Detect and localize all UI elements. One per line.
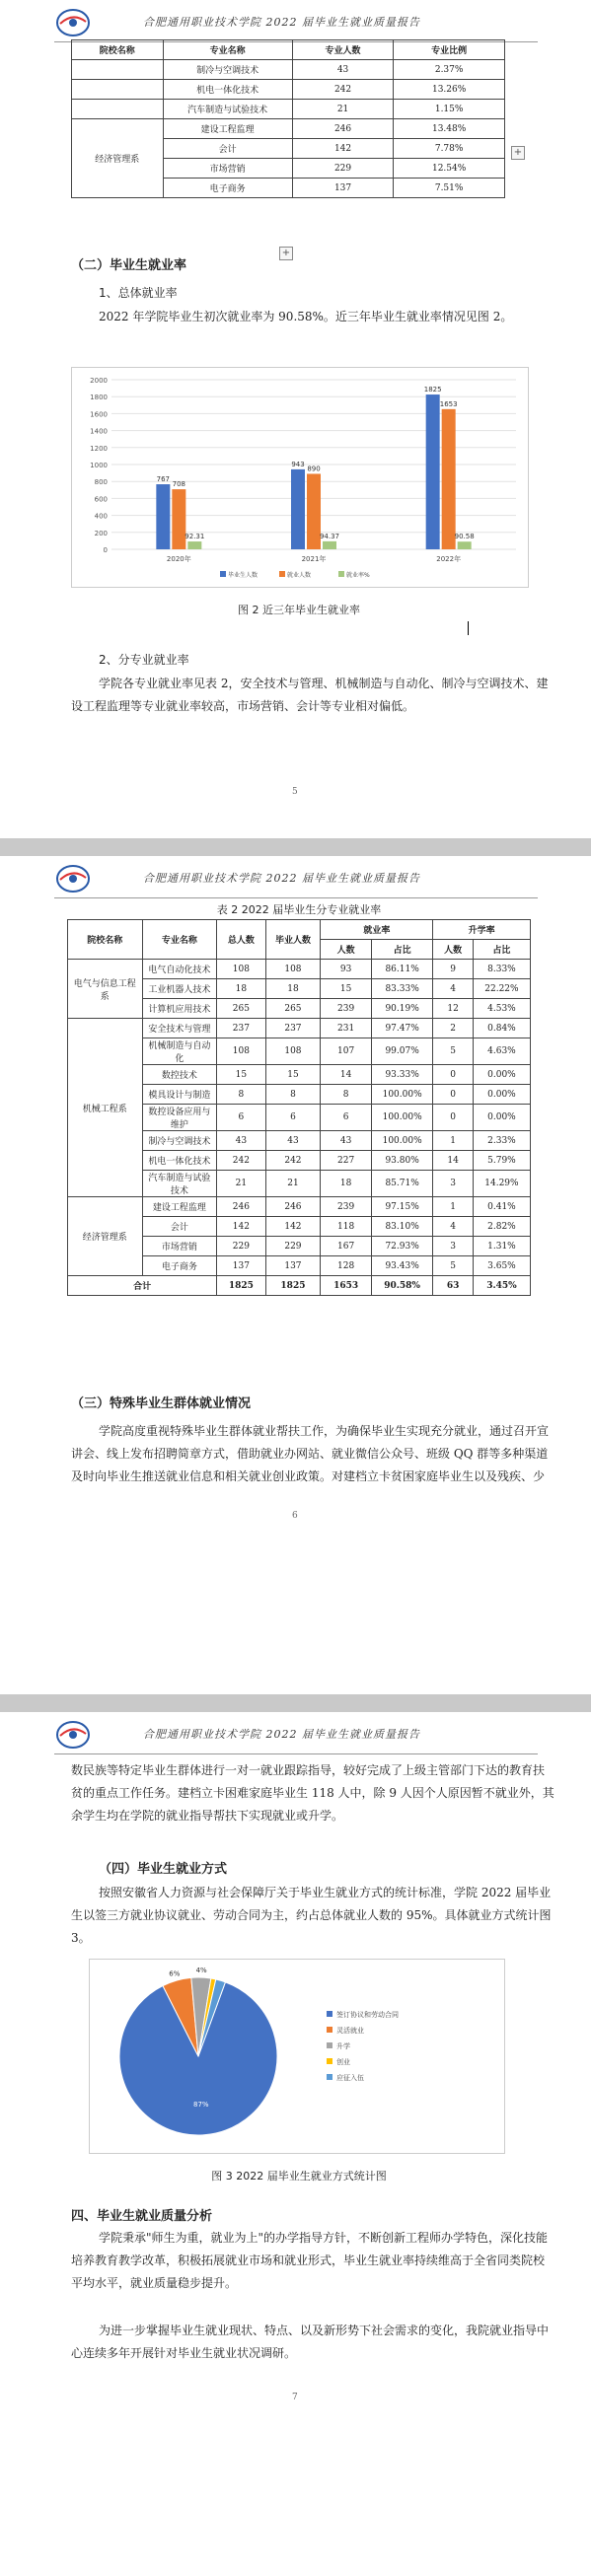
table-total-row: [68, 1276, 531, 1296]
cell-college: [72, 60, 164, 80]
table-row: [72, 100, 505, 119]
col-employment: 就业率: [321, 920, 433, 940]
cell-study-pct: 0.00%: [473, 1065, 530, 1085]
cell-emp-pct: 86.11%: [371, 960, 432, 979]
cell-major: 市场营销: [142, 1237, 217, 1256]
cell-emp-pct: 72.93%: [371, 1237, 432, 1256]
college-logo-icon: [54, 6, 92, 39]
data-label: 890: [307, 465, 321, 473]
cell-major: 建设工程监理: [142, 1197, 217, 1217]
pie-data-label: 6%: [169, 1969, 181, 1978]
cell-count: 142: [292, 139, 393, 159]
cell-count: 246: [292, 119, 393, 139]
cell-study-count: 4: [433, 979, 474, 999]
cell-study-pct: 5.79%: [473, 1151, 530, 1171]
y-tick-label: 600: [94, 495, 108, 504]
cell-total: 237: [217, 1019, 265, 1038]
employment-mode-pie-chart: [89, 1959, 505, 2154]
col-study-count: 人数: [433, 940, 474, 960]
cell-ratio: 13.26%: [394, 80, 505, 100]
major-employment-table: [67, 919, 531, 1296]
cell-total: 142: [217, 1217, 265, 1237]
page-7: [0, 1712, 591, 2576]
y-tick-label: 200: [94, 529, 108, 537]
cell-grads: 265: [265, 999, 321, 1019]
y-tick-label: 2000: [90, 377, 108, 385]
cell-emp-pct: 97.15%: [371, 1197, 432, 1217]
cell-major: 建设工程监理: [163, 119, 292, 139]
cell-study-count: 0: [433, 1085, 474, 1105]
cell-study-pct: 22.22%: [473, 979, 530, 999]
cell-study-pct: 2.33%: [473, 1131, 530, 1151]
page-number: 5: [292, 787, 298, 797]
bar: [307, 473, 321, 549]
legend-swatch: [327, 2027, 332, 2033]
bar: [156, 484, 170, 549]
table-row: [68, 960, 531, 979]
cell-emp-pct: 83.33%: [371, 979, 432, 999]
cell-study-pct: 4.53%: [473, 999, 530, 1019]
cell-total: 108: [217, 960, 265, 979]
y-tick-label: 1200: [90, 444, 108, 453]
col-college: 院校名称: [68, 920, 143, 960]
cell-total: 18: [217, 979, 265, 999]
col-emp-pct: 占比: [371, 940, 432, 960]
cell-emp-pct: 93.80%: [371, 1151, 432, 1171]
cell-count: 21: [292, 100, 393, 119]
cell-total-value: 1825: [217, 1276, 265, 1296]
cell-total: 21: [217, 1171, 265, 1197]
cell-major: 安全技术与管理: [142, 1019, 217, 1038]
cell-total-value: 63: [433, 1276, 474, 1296]
legend-swatch: [279, 571, 285, 577]
cell-grads: 137: [265, 1256, 321, 1276]
y-tick-label: 1600: [90, 410, 108, 419]
cell-total: 43: [217, 1131, 265, 1151]
cell-major: 计算机应用技术: [142, 999, 217, 1019]
cell-college: 经济管理系: [68, 1197, 143, 1276]
cell-study-count: 5: [433, 1038, 474, 1065]
cell-total: 8: [217, 1085, 265, 1105]
y-tick-label: 1800: [90, 394, 108, 402]
college-logo-icon: [54, 862, 92, 895]
cell-ratio: 2.37%: [394, 60, 505, 80]
cell-major: 电气自动化技术: [142, 960, 217, 979]
section-title-special-groups: （三）特殊毕业生群体就业情况: [71, 1396, 252, 1411]
legend-label: 毕业生人数: [228, 572, 259, 579]
bar: [458, 541, 472, 549]
cell-emp-count: 227: [321, 1151, 372, 1171]
cell-emp-count: 43: [321, 1131, 372, 1151]
col-emp-count: 人数: [321, 940, 372, 960]
cell-emp-pct: 85.71%: [371, 1171, 432, 1197]
col-count: 专业人数: [292, 40, 393, 60]
cell-emp-pct: 93.33%: [371, 1065, 432, 1085]
cell-emp-pct: 99.07%: [371, 1038, 432, 1065]
cell-emp-count: 118: [321, 1217, 372, 1237]
cell-total-value: 1653: [321, 1276, 372, 1296]
cell-count: 137: [292, 179, 393, 198]
bar-chart-svg: [72, 368, 528, 587]
cell-major: 机械制造与自动化: [142, 1038, 217, 1065]
paragraph-special-groups: 学院高度重视特殊毕业生群体就业帮扶工作，为确保毕业生实现充分就业，通过召开宣讲会、线上发布招聘简章方式，借助就业办网站、就业微信公众号、班级 QQ 群等多种渠道及时向毕业生推送就业信息和相关就业创业政策。对建档立卡贫困家庭毕业生以及残疾、少: [71, 1424, 550, 1483]
col-major: 专业名称: [163, 40, 292, 60]
cell-major: 汽车制造与试验技术: [142, 1171, 217, 1197]
section-title-quality: 四、毕业生就业质量分析: [71, 2209, 213, 2224]
header-title: 合肥通用职业技术学院 2022 届毕业生就业质量报告: [143, 872, 420, 885]
cell-grads: 21: [265, 1171, 321, 1197]
cell-emp-count: 128: [321, 1256, 372, 1276]
cell-study-pct: 0.00%: [473, 1105, 530, 1131]
col-ratio: 专业比例: [394, 40, 505, 60]
text-cursor: [468, 621, 469, 635]
bar: [426, 394, 440, 549]
header-title: 合肥通用职业技术学院 2022 届毕业生就业质量报告: [143, 16, 420, 29]
cell-grads: 229: [265, 1237, 321, 1256]
figure-2-caption: 图 2 近三年毕业生就业率: [238, 604, 360, 616]
cell-study-pct: 0.00%: [473, 1085, 530, 1105]
page-number: 6: [292, 1511, 298, 1521]
cell-study-pct: 0.84%: [473, 1019, 530, 1038]
cell-study-pct: 1.31%: [473, 1237, 530, 1256]
header-title: 合肥通用职业技术学院 2022 届毕业生就业质量报告: [143, 1728, 420, 1741]
table-header-row: [72, 40, 505, 60]
legend-swatch: [327, 2058, 332, 2064]
data-label: 708: [172, 480, 186, 489]
paragraph-major-rate: 学院各专业就业率见表 2，安全技术与管理、机械制造与自动化、制冷与空调技术、建设工程监理等专业就业率较高，市场营销、会计等专业相对偏低。: [71, 677, 549, 713]
cell-emp-pct: 100.00%: [371, 1085, 432, 1105]
y-tick-label: 400: [94, 512, 108, 521]
cell-grads: 237: [265, 1019, 321, 1038]
cell-emp-count: 167: [321, 1237, 372, 1256]
paragraph-employment-mode: 按照安徽省人力资源与社会保障厅关于毕业生就业方式的统计标准，学院 2022 届毕业生以签三方就业协议就业、劳动合同为主，约占总体就业人数的 95%。具体就业方式统计图 3。: [71, 1886, 552, 1945]
cell-ratio: 7.51%: [394, 179, 505, 198]
cell-major: 汽车制造与试验技术: [163, 100, 292, 119]
bar: [187, 541, 201, 549]
cell-emp-count: 14: [321, 1065, 372, 1085]
subheading-overall-rate: 1、总体就业率: [99, 286, 178, 300]
cell-ratio: 1.15%: [394, 100, 505, 119]
cell-emp-count: 239: [321, 999, 372, 1019]
cell-grads: 6: [265, 1105, 321, 1131]
cell-study-count: 5: [433, 1256, 474, 1276]
data-label: 1825: [423, 386, 442, 394]
cell-emp-count: 93: [321, 960, 372, 979]
table-row: [72, 80, 505, 100]
cell-ratio: 7.78%: [394, 139, 505, 159]
page-6: [0, 856, 591, 1694]
col-total: 总人数: [217, 920, 265, 960]
cell-college: 经济管理系: [72, 119, 164, 198]
cell-emp-pct: 83.10%: [371, 1217, 432, 1237]
cell-total: 15: [217, 1065, 265, 1085]
legend-label: 签订协议和劳动合同: [336, 2011, 399, 2019]
cell-total-value: 90.58%: [371, 1276, 432, 1296]
paragraph-quality-2: 为进一步掌握毕业生就业现状、特点、以及新形势下社会需求的变化，我院就业指导中心连续多年开展针对毕业生就业状况调研。: [71, 2324, 550, 2360]
cell-study-count: 2: [433, 1019, 474, 1038]
cell-grads: 242: [265, 1151, 321, 1171]
legend-label: 应征入伍: [336, 2074, 364, 2082]
cell-study-pct: 3.65%: [473, 1256, 530, 1276]
cell-study-count: 0: [433, 1105, 474, 1131]
legend-label: 灵活就业: [336, 2027, 364, 2035]
cell-total: 242: [217, 1151, 265, 1171]
cell-major: 工业机器人技术: [142, 979, 217, 999]
cell-emp-pct: 100.00%: [371, 1105, 432, 1131]
pie-data-label: 4%: [195, 1967, 207, 1975]
table-row: [68, 1197, 531, 1217]
page-header: [54, 1718, 538, 1754]
data-label: 90.58: [454, 533, 475, 541]
page-header: [54, 6, 538, 42]
data-label: 92.31: [185, 533, 205, 541]
cell-emp-count: 6: [321, 1105, 372, 1131]
cell-total-value: 1825: [265, 1276, 321, 1296]
cell-major: 电子商务: [142, 1256, 217, 1276]
legend-label: 就业人数: [287, 572, 312, 579]
cell-emp-pct: 100.00%: [371, 1131, 432, 1151]
cell-total-value: 3.45%: [473, 1276, 530, 1296]
y-tick-label: 1400: [90, 427, 108, 436]
cell-ratio: 12.54%: [394, 159, 505, 179]
legend-label: 升学: [336, 2042, 350, 2050]
legend-swatch: [338, 571, 344, 577]
cell-study-count: 9: [433, 960, 474, 979]
y-tick-label: 1000: [90, 462, 108, 469]
cell-total: 246: [217, 1197, 265, 1217]
legend-swatch: [327, 2011, 332, 2017]
page-header: [54, 862, 538, 898]
cell-total-label: 合计: [68, 1276, 217, 1296]
cell-count: 229: [292, 159, 393, 179]
cell-emp-count: 18: [321, 1171, 372, 1197]
col-major: 专业名称: [142, 920, 217, 960]
cell-emp-count: 8: [321, 1085, 372, 1105]
pie-data-label: 87%: [193, 2100, 209, 2109]
figure-3-caption: 图 3 2022 届毕业生就业方式统计图: [211, 2170, 387, 2182]
cell-study-count: 14: [433, 1151, 474, 1171]
data-label: 1653: [439, 399, 458, 408]
table-header-row: [68, 920, 531, 940]
cell-major: 市场营销: [163, 159, 292, 179]
legend-swatch: [220, 571, 226, 577]
x-tick-label: 2020年: [166, 555, 191, 563]
page-number: 7: [292, 2393, 298, 2402]
cell-grads: 43: [265, 1131, 321, 1151]
bar: [291, 469, 305, 549]
cell-emp-pct: 93.43%: [371, 1256, 432, 1276]
data-label: 943: [291, 460, 305, 468]
cell-study-count: 0: [433, 1065, 474, 1085]
cell-study-count: 12: [433, 999, 474, 1019]
bar: [323, 541, 336, 549]
data-label: 94.37: [319, 532, 340, 540]
employment-rate-chart: [71, 367, 529, 588]
cell-total: 229: [217, 1237, 265, 1256]
cell-ratio: 13.48%: [394, 119, 505, 139]
cell-total: 265: [217, 999, 265, 1019]
cell-total: 108: [217, 1038, 265, 1065]
cell-study-pct: 8.33%: [473, 960, 530, 979]
x-tick-label: 2022年: [436, 555, 462, 563]
cell-study-count: 3: [433, 1171, 474, 1197]
col-grads: 毕业人数: [265, 920, 321, 960]
paragraph-quality-1: 学院秉承"师生为重，就业为上"的办学指导方针，不断创新工程师办学特色，深化技能培养教育教学改革，积极拓展就业市场和就业形式，毕业生就业率持续维高于全省同类院校平均水平，就业质量稳步提升。: [71, 2231, 549, 2290]
cell-emp-count: 231: [321, 1019, 372, 1038]
cell-study-count: 3: [433, 1237, 474, 1256]
cell-major: 数控设备应用与维护: [142, 1105, 217, 1131]
cell-major: 制冷与空调技术: [163, 60, 292, 80]
section-title-employment-rate: （二）毕业生就业率: [71, 258, 187, 273]
cell-grads: 18: [265, 979, 321, 999]
cell-study-count: 1: [433, 1131, 474, 1151]
table-row: [72, 119, 505, 139]
cell-major: 制冷与空调技术: [142, 1131, 217, 1151]
bar: [442, 409, 456, 549]
cell-major: 会计: [142, 1217, 217, 1237]
col-further-study: 升学率: [433, 920, 531, 940]
data-label: 767: [156, 475, 171, 484]
cell-major: 电子商务: [163, 179, 292, 198]
cell-emp-count: 239: [321, 1197, 372, 1217]
cell-major: 机电一体化技术: [142, 1151, 217, 1171]
cell-grads: 8: [265, 1085, 321, 1105]
paragraph-continued: 数民族等特定毕业生群体进行一对一就业跟踪指导，较好完成了上级主管部门下达的教育扶贫的重点工作任务。建档立卡困难家庭毕业生 118 人中，除 9 人因个人原因暂不就业外，其余学生均在学院的就业指导帮扶下实现就业或升学。: [71, 1763, 554, 1823]
table-2-title: 表 2 2022 届毕业生分专业就业率: [216, 903, 382, 916]
legend-label: 就业率%: [346, 572, 370, 579]
table-handle-icon[interactable]: +: [511, 146, 525, 160]
cell-study-count: 4: [433, 1217, 474, 1237]
cell-grads: 246: [265, 1197, 321, 1217]
table-row: [68, 1019, 531, 1038]
cell-college: 电气与信息工程系: [68, 960, 143, 1019]
cell-major: 数控技术: [142, 1065, 217, 1085]
cell-emp-pct: 90.19%: [371, 999, 432, 1019]
cell-major: 模具设计与制造: [142, 1085, 217, 1105]
cell-college: [72, 100, 164, 119]
cell-grads: 108: [265, 1038, 321, 1065]
subheading-major-rate: 2、分专业就业率: [99, 653, 189, 667]
paragraph-overall-rate: 2022 年学院毕业生初次就业率为 90.58%。近三年毕业生就业率情况见图 2。: [99, 310, 513, 323]
y-tick-label: 800: [94, 478, 108, 487]
add-row-icon[interactable]: +: [279, 247, 293, 260]
cell-grads: 15: [265, 1065, 321, 1085]
y-tick-label: 0: [103, 546, 108, 554]
cell-major: 会计: [163, 139, 292, 159]
cell-count: 43: [292, 60, 393, 80]
cell-count: 242: [292, 80, 393, 100]
table-row: [72, 60, 505, 80]
cell-study-pct: 0.41%: [473, 1197, 530, 1217]
cell-study-count: 1: [433, 1197, 474, 1217]
cell-emp-count: 15: [321, 979, 372, 999]
cell-major: 机电一体化技术: [163, 80, 292, 100]
cell-total: 6: [217, 1105, 265, 1131]
legend-swatch: [327, 2074, 332, 2080]
page-5: [0, 0, 591, 838]
x-tick-label: 2021年: [301, 555, 327, 563]
cell-college: 机械工程系: [68, 1019, 143, 1197]
cell-grads: 142: [265, 1217, 321, 1237]
legend-label: 创业: [336, 2058, 350, 2066]
cell-total: 137: [217, 1256, 265, 1276]
cell-study-pct: 4.63%: [473, 1038, 530, 1065]
cell-college: [72, 80, 164, 100]
pie-chart-svg: [90, 1960, 504, 2153]
cell-emp-count: 107: [321, 1038, 372, 1065]
col-study-pct: 占比: [473, 940, 530, 960]
col-college: 院校名称: [72, 40, 164, 60]
cell-study-pct: 2.82%: [473, 1217, 530, 1237]
bar: [172, 489, 185, 549]
cell-grads: 108: [265, 960, 321, 979]
section-title-employment-mode: （四）毕业生就业方式: [99, 1862, 228, 1877]
cell-study-pct: 14.29%: [473, 1171, 530, 1197]
legend-swatch: [327, 2042, 332, 2048]
cell-emp-pct: 97.47%: [371, 1019, 432, 1038]
major-ratio-table: [71, 39, 505, 198]
college-logo-icon: [54, 1718, 92, 1752]
